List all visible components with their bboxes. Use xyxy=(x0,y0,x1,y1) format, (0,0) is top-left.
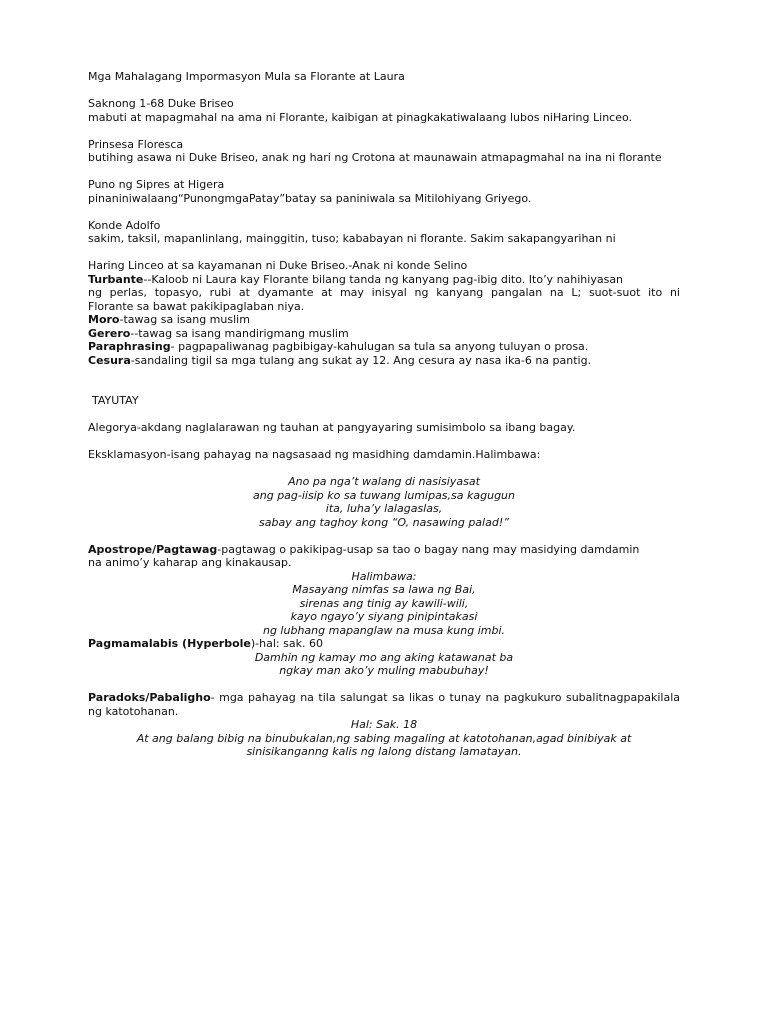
poem-line: sabay ang taghoy kong “O, nasawing palad!” xyxy=(259,515,509,529)
poem-line: Hal: Sak. 18 xyxy=(350,718,418,731)
poem-line: Halimbawa: xyxy=(351,569,417,583)
definition-apostrope-line2: na animo’y kaharap ang kinakausap. xyxy=(88,556,292,569)
term-paraphrasing: Paraphrasing xyxy=(88,340,171,353)
definition-gerero xyxy=(88,327,680,341)
section-heading-sipres: Puno ng Sipres at Higera xyxy=(88,178,225,191)
term-cesura: Cesura xyxy=(88,353,131,367)
definition-turbante-line3: Florante sa bawat pakikipaglaban niya. xyxy=(88,299,305,313)
definition-turbante xyxy=(88,273,680,287)
definition-turbante-text: --Kaloob ni Laura kay Florante bilang tanda ng kanyang pag-ibig dito. Ito’y nahihiyasan xyxy=(143,272,624,286)
definition-apostrope-text: -pagtawag o pakikipag-usap sa tao o bagay nang may masidying damdamin xyxy=(217,542,640,556)
poem-line: Masayang nimfas sa lawa ng Bai, xyxy=(292,583,476,596)
definition-moro xyxy=(88,313,680,327)
definition-hyperbole-text: )-hal: sak. 60 xyxy=(250,637,323,650)
document-page xyxy=(88,70,680,759)
section-heading-duke-briseo: Saknong 1-68 Duke Briseo xyxy=(88,97,234,110)
definition-gerero-text: --tawag sa isang mandirigmang muslim xyxy=(130,326,349,340)
definition-hyperbole xyxy=(88,637,680,651)
definition-moro-text: -tawag sa isang muslim xyxy=(119,313,250,326)
poem-line: ang pag-iisip ko sa tuwang lumipas,sa kagugun xyxy=(253,488,515,502)
poem-line: Damhin ng kamay mo ang aking katawanat ba xyxy=(254,650,514,664)
term-turbante: Turbante xyxy=(88,272,144,286)
poem-eksklamasyon xyxy=(88,475,680,529)
definition-turbante-line2: ng perlas, topasyo, rubi at dyamante at may inisyal ng kanyang pangalan na L; suot-suot ito ni xyxy=(88,286,680,299)
definition-paradoks xyxy=(88,691,680,705)
definition-cesura xyxy=(88,354,680,368)
section-body-adolfo: sakim, taksil, mapanlinlang, mainggitin, tuso; kababayan ni florante. Sakim sakapangyarihan ni xyxy=(88,232,616,245)
poem-line: kayo ngayo’y siyang pinipintakasi xyxy=(290,610,478,623)
definition-eksklamasyon: Eksklamasyon-isang pahayag na nagsasaad ng masidhing damdamin.Halimbawa: xyxy=(88,448,541,461)
section-heading-tayutay: TAYUTAY xyxy=(92,394,139,407)
term-apostrope: Apostrope/Pagtawag xyxy=(88,542,218,556)
poem-line: sirenas ang tinig ay kawili-wili, xyxy=(299,596,469,610)
section-body-adolfo-continued: Haring Linceo at sa kayamanan ni Duke Briseo.-Anak ni konde Selino xyxy=(88,259,468,272)
definition-paraphrasing-text: - pagpapaliwanag pagbibigay-kahulugan sa tula sa anyong tuluyan o prosa. xyxy=(170,340,589,353)
term-moro: Moro xyxy=(88,313,120,326)
section-heading-floresca: Prinsesa Floresca xyxy=(88,137,184,151)
section-body-floresca: butihing asawa ni Duke Briseo, anak ng hari ng Crotona at maunawain atmapagmahal na ina ni florante xyxy=(88,151,662,164)
term-hyperbole: Pagmamalabis (Hyperbole xyxy=(88,637,251,650)
definition-paraphrasing xyxy=(88,340,680,354)
section-body-duke-briseo: mabuti at mapagmahal na ama ni Florante, kaibigan at pinagkakatiwalaang lubos niHaring Linceo. xyxy=(88,110,633,124)
poem-line: At ang balang bibig na binubukalan,ng sabing magaling at katotohanan,agad binibiyak at xyxy=(136,731,632,745)
poem-line: ngkay man ako’y muling mabubuhay! xyxy=(279,664,489,677)
poem-line: ng lubhang mapanglaw na musa kung imbi. xyxy=(262,623,505,637)
section-body-sipres: pinaniniwalaang“PunongmgaPatay”batay sa paniniwala sa Mitilohiyang Griyego. xyxy=(88,191,532,205)
poem-line: sinisikanganng kalis ng lalong distang lamatayan. xyxy=(246,745,522,758)
document-title: Mga Mahalagang Impormasyon Mula sa Florante at Laura xyxy=(88,70,405,83)
poem-line: Ano pa nga’t walang di nasisiyasat xyxy=(288,475,480,488)
poem-paradoks xyxy=(88,718,680,759)
definition-paradoks-line2: ng katotohanan. xyxy=(88,704,179,718)
term-gerero: Gerero xyxy=(88,326,131,340)
poem-apostrope xyxy=(88,570,680,638)
definition-apostrope xyxy=(88,543,680,557)
definition-cesura-text: -sandaling tigil sa mga tulang ang sukat ay 12. Ang cesura ay nasa ika-6 na pantig. xyxy=(130,353,592,367)
term-paradoks: Paradoks/Pabaligho xyxy=(88,691,211,704)
poem-hyperbole xyxy=(88,651,680,678)
section-heading-adolfo: Konde Adolfo xyxy=(88,218,161,232)
definition-alegorya: Alegorya-akdang naglalarawan ng tauhan at pangyayaring sumisimbolo sa ibang bagay. xyxy=(88,421,576,434)
poem-line: ita, luha’y lalagaslas, xyxy=(325,502,443,515)
definition-paradoks-text: - mga pahayag na tila salungat sa likas o tunay na pagkukuro subalitnagpapakilala xyxy=(210,691,680,704)
